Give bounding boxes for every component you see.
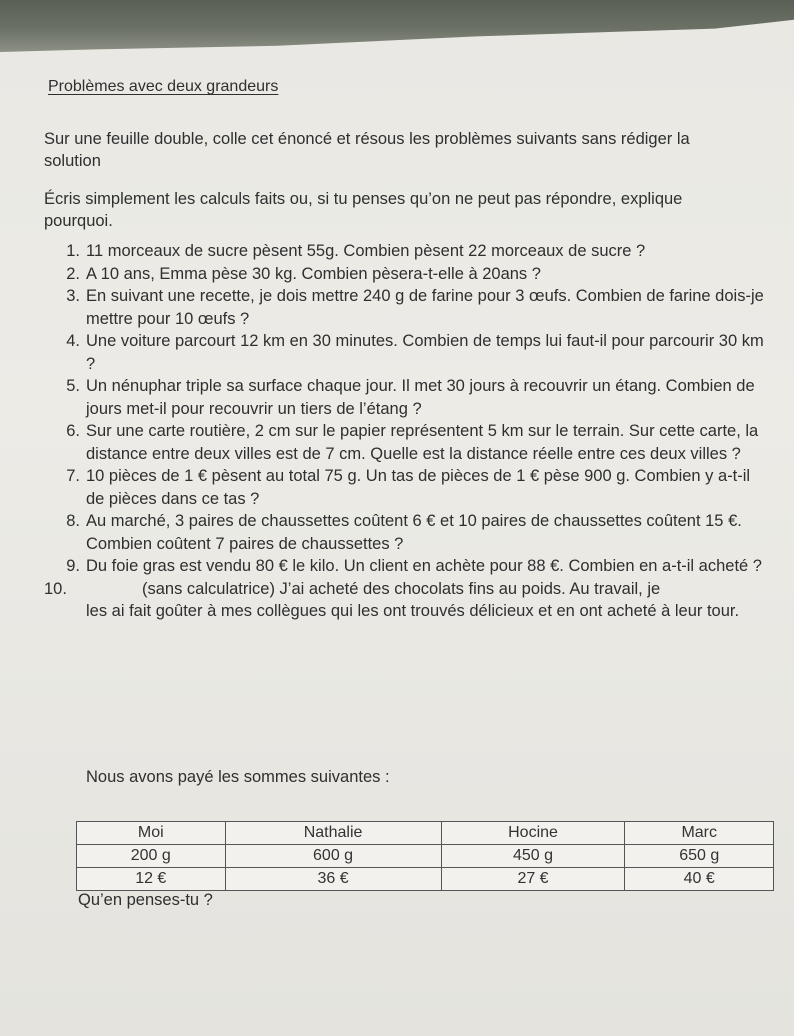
problem-item: 10. (sans calculatrice) J’ai acheté des chocolats fins au poids. Au travail, je les ai fait goûter à mes collègues qui les ont trouvés délicieux et en ont acheté à leur tour. [44,579,740,620]
problem-list [44,240,764,623]
table-row-names [77,822,774,845]
worksheet-title: Problèmes avec deux grandeurs [48,78,279,95]
table-cell: 450 g [441,845,625,868]
payment-intro-text: Nous avons payé les sommes suivantes : [86,768,390,786]
problem-item: 7. 10 pièces de 1 € pèsent au total 75 g. Un tas de pièces de 1 € pèse 900 g. Combien y a-t-il de pièces dans ce tas ? [66,467,751,508]
table-cell: Moi [77,822,226,845]
table-cell: 36 € [225,868,441,891]
table-cell: 600 g [225,845,441,868]
table-cell: 200 g [77,845,226,868]
problem-item: 6. Sur une carte routière, 2 cm sur le papier représentent 5 km sur le terrain. Sur cette carte, la distance entre deux villes est de 7 cm. Quelle est la distance réelle entre ces deux villes ? [66,422,759,463]
table-cell: Marc [625,822,774,845]
table-cell: 40 € [625,868,774,891]
table-cell: 27 € [441,868,625,891]
table-row-prices [77,868,774,891]
problem-item: 5. Un nénuphar triple sa surface chaque jour. Il met 30 jours à recouvrir un étang. Combien de jours met-il pour recouvrir un tiers de l’étang ? [66,377,755,418]
dark-background-edge [0,0,794,52]
purchases-table [76,821,774,891]
table-cell: 12 € [77,868,226,891]
problem-item: 2. A 10 ans, Emma pèse 30 kg. Combien pèsera-t-elle à 20ans ? [66,264,541,283]
problem-item: 8. Au marché, 3 paires de chaussettes coûtent 6 € et 10 paires de chaussettes coûtent 15 €. Combien coûtent 7 paires de chaussettes ? [66,512,742,553]
closing-question: Qu’en penses-tu ? [78,891,213,909]
table-cell: 650 g [625,845,774,868]
problem-item: 1. 11 morceaux de sucre pèsent 55g. Combien pèsent 22 morceaux de sucre ? [66,242,646,260]
table-row-weights [77,845,774,868]
problem-item: 4. Une voiture parcourt 12 km en 30 minutes. Combien de temps lui faut-il pour parcourir 30 km ? [66,332,764,373]
instruction-paragraph-1: Sur une feuille double, colle cet énoncé et résous les problèmes suivants sans rédiger la solution [44,130,690,170]
problem-item: 9. Du foie gras est vendu 80 € le kilo. Un client en achète pour 88 €. Combien en a-t-il acheté ? [66,557,762,575]
table-cell: Hocine [441,822,625,845]
table-cell: Nathalie [225,822,441,845]
problem-item: 3. En suivant une recette, je dois mettre 240 g de farine pour 3 œufs. Combien de farine dois-je mettre pour 10 œufs ? [66,287,764,328]
instruction-paragraph-2: Écris simplement les calculs faits ou, si tu penses qu’on ne peut pas répondre, explique pourquoi. [44,190,683,230]
